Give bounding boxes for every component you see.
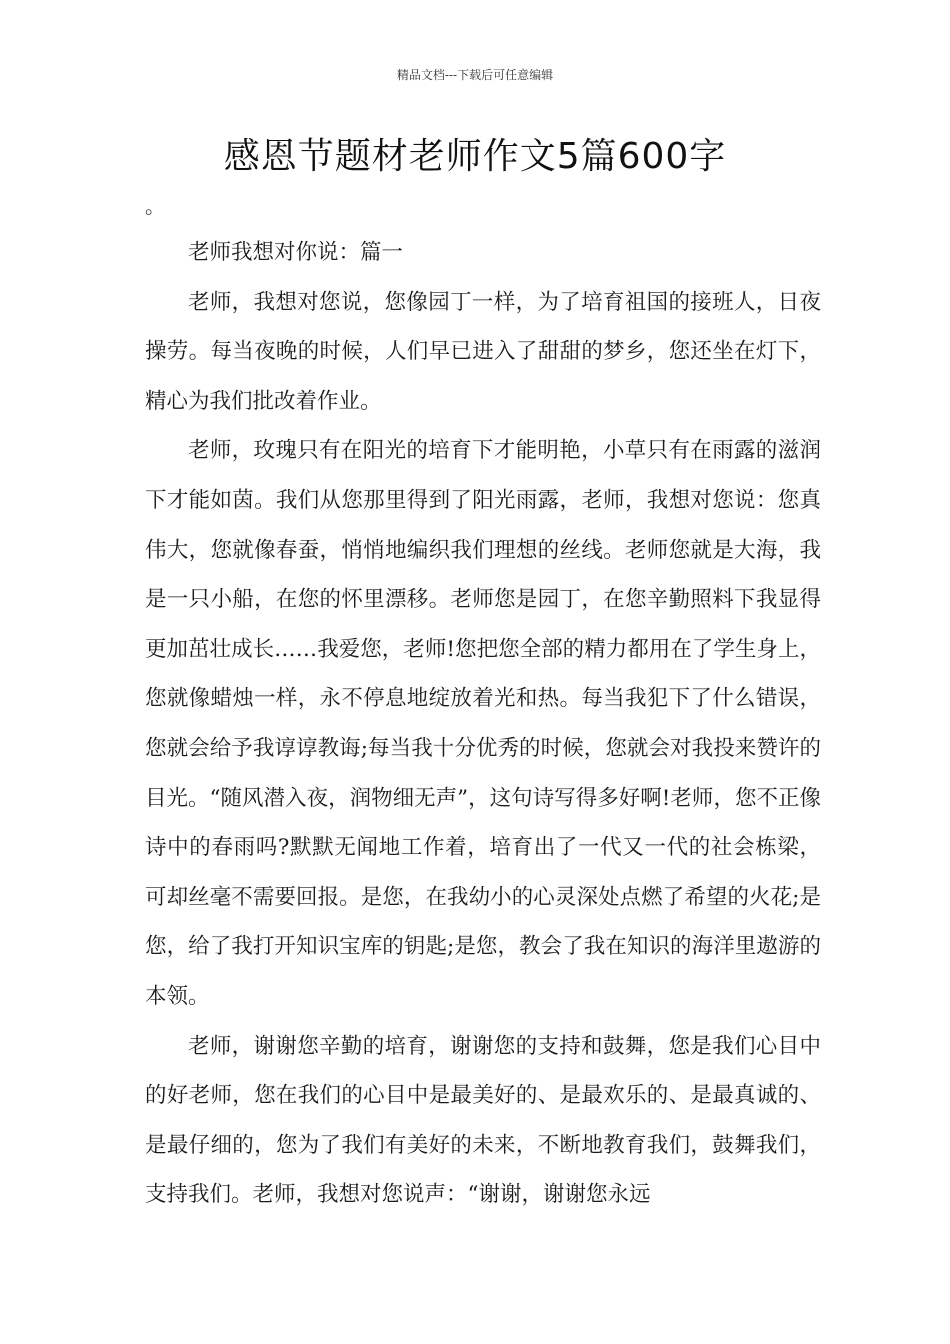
paragraph: 老师，谢谢您辛勤的培育，谢谢您的支持和鼓舞，您是我们心目中的好老师，您在我们的心目中是最美好的、是最欢乐的、是最真诚的、是最仔细的，您为了我们有美好的未来，不断地教育我们，鼓舞我们，支持我们。老师，我想对您说声：“谢谢，谢谢您永远 xyxy=(145,1033,821,1208)
section-heading: 老师我想对你说：篇一 xyxy=(188,240,404,265)
lead-mark: 。 xyxy=(145,194,165,218)
document-title: 感恩节题材老师作文5篇600字 xyxy=(223,136,727,177)
paragraph: 老师，玫瑰只有在阳光的培育下才能明艳，小草只有在雨露的滋润下才能如茵。我们从您那里得到了阳光雨露，老师，我想对您说：您真伟大，您就像春蚕，悄悄地编织我们理想的丝线。老师您就是大海，我是一只小船，在您的怀里漂移。老师您是园丁，在您辛勤照料下我显得更加茁壮成长……我爱您，老师!您把您全部的精力都用在了学生身上，您就像蜡烛一样，永不停息地绽放着光和热。每当我犯下了什么错误，您就会给予我谆谆教诲;每当我十分优秀的时候，您就会对我投来赞许的目光。“随风潜入夜，润物细无声”，这句诗写得多好啊!老师，您不正像诗中的春雨吗?默默无闻地工作着，培育出了一代又一代的社会栋梁，可却丝毫不需要回报。是您，在我幼小的心灵深处点燃了希望的火花;是您，给了我打开知识宝库的钥匙;是您，教会了我在知识的海洋里遨游的本领。 xyxy=(145,438,821,1009)
header-note: 精品文档---下载后可任意编辑 xyxy=(396,68,554,82)
document-body xyxy=(145,228,821,1220)
paragraph: 老师，我想对您说，您像园丁一样，为了培育祖国的接班人，日夜操劳。每当夜晚的时候，人们早已进入了甜甜的梦乡，您还坐在灯下，精心为我们批改着作业。 xyxy=(145,289,821,414)
